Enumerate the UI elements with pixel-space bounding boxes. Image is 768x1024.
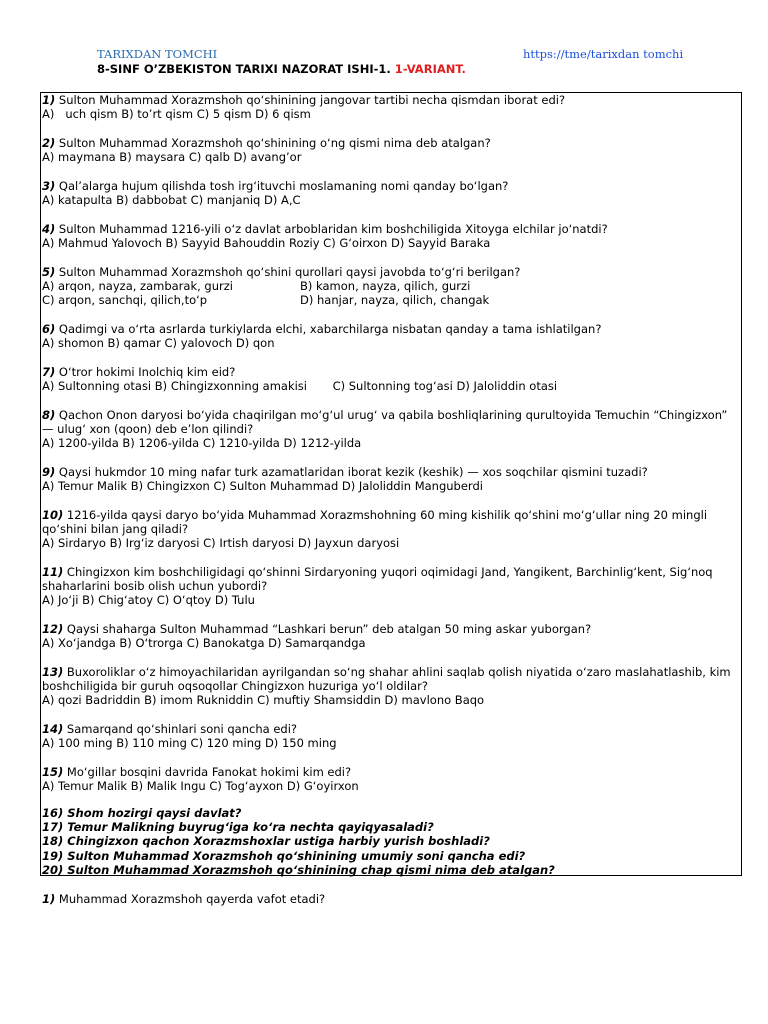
question-text: Qaysi shaharga Sulton Muhammad “Lashkari berun” deb atalgan 50 ming askar yuborgan? bbox=[63, 621, 592, 636]
question-text: Samarqand qo‘shinlari soni qancha edi? bbox=[63, 722, 297, 737]
question-item bbox=[42, 565, 741, 608]
question-item bbox=[42, 265, 741, 308]
question-line bbox=[42, 665, 741, 694]
question-item bbox=[42, 622, 741, 651]
question-text: Sulton Muhammad Xorazmshoh qo‘shinining jangovar tartibi necha qismdan iborat edi? bbox=[55, 93, 566, 107]
question-text: Sulton Muhammad Xorazmshoh qo‘shini qurollari qaysi javobda to‘g‘ri berilgan? bbox=[55, 264, 521, 279]
question-item bbox=[42, 136, 741, 165]
questions-box bbox=[40, 92, 742, 876]
question-list bbox=[42, 93, 741, 794]
question-number: 1) bbox=[42, 892, 56, 906]
answer-option: A) arqon, nayza, zambarak, gurzi bbox=[42, 278, 233, 293]
after-box-question bbox=[42, 892, 325, 906]
question-line bbox=[42, 722, 741, 736]
answer-options: A) Xo‘jandga B) O‘trorga C) Banokatga D) Samarqandga bbox=[42, 636, 366, 651]
answer-options: A) katapulta B) dabbobat C) manjaniq D) A,C bbox=[42, 193, 301, 208]
answer-options: A) shomon B) qamar C) yalovoch D) qon bbox=[42, 336, 275, 351]
question-text: Qadimgi va o‘rta asrlarda turkiylarda elchi, xabarchilarga nisbatan qanday a tama ishlatilgan? bbox=[55, 321, 602, 336]
question-text: O‘tror hokimi Inolchiq kim eid? bbox=[55, 364, 236, 379]
answer-options: A) 100 ming B) 110 ming C) 120 ming D) 150 ming bbox=[42, 736, 337, 751]
answer-options: A) uch qism B) to’rt qism C) 5 qism D) 6 qism bbox=[42, 107, 311, 122]
question-text: Muhammad Xorazmshoh qayerda vafot etadi? bbox=[55, 892, 326, 906]
question-number: 12) bbox=[42, 621, 64, 636]
question-text: Chingizxon kim boshchiligidagi qo‘shinni Sirdaryoning yuqori oqimidagi Jand, Yangikent, Barchinlig‘kent, Sig‘noq shaharlarini bosib olish uchun yubordi? bbox=[42, 564, 713, 594]
bold-question: 17) Temur Malikning buyrug‘iga ko‘ra nechta qayiqyasaladi? bbox=[42, 820, 434, 835]
bold-question: 16) Shom hozirgi qaysi davlat? bbox=[42, 805, 242, 820]
bold-question: 20) Sulton Muhammad Xorazmshoh qo‘shinining chap qismi nima deb atalgan? bbox=[42, 863, 555, 878]
answer-options: A) Mahmud Yalovoch B) Sayyid Bahouddin Roziy C) G‘oirxon D) Sayyid Baraka bbox=[42, 235, 491, 250]
question-number: 11) bbox=[42, 564, 64, 579]
answer-options: A) Sirdaryo B) Irg‘iz daryosi C) Irtish daryosi D) Jayxun daryosi bbox=[42, 536, 400, 551]
question-number: 10) bbox=[42, 507, 64, 522]
question-number: 4) bbox=[42, 221, 56, 236]
question-line bbox=[42, 265, 741, 279]
answer-options: A) maymana B) maysara C) qalb D) avang’or bbox=[42, 150, 302, 165]
question-text: Mo‘gillar bosqini davrida Fanokat hokimi kim edi? bbox=[63, 764, 352, 779]
question-item bbox=[42, 179, 741, 208]
question-line bbox=[42, 136, 741, 150]
question-line bbox=[42, 765, 741, 779]
answer-option: B) kamon, nayza, qilich, gurzi bbox=[300, 278, 471, 293]
question-text: Buxoroliklar o‘z himoyachilaridan ayrilgandan so‘ng shahar ahlini saqlab qolish niyatida o‘zaro maslahatlashib, kim boshchiligida bir guruh oqsoqollar Chingizxon huzuriga yo‘l oldilar? bbox=[42, 664, 731, 694]
question-number: 7) bbox=[42, 364, 56, 379]
channel-link[interactable]: https://tme/tarixdan tomchi bbox=[523, 47, 684, 61]
question-number: 9) bbox=[42, 464, 56, 479]
question-line bbox=[42, 222, 741, 236]
bold-question: 19) Sulton Muhammad Xorazmshoh qo‘shinining umumiy soni qancha edi? bbox=[42, 848, 526, 863]
question-line bbox=[42, 465, 741, 479]
question-item bbox=[42, 722, 741, 751]
question-line bbox=[42, 93, 741, 107]
question-item bbox=[42, 665, 741, 708]
question-number: 3) bbox=[42, 178, 56, 193]
channel-name: TARIXDAN TOMCHI bbox=[97, 47, 218, 61]
question-item bbox=[42, 365, 741, 394]
answer-option: C) arqon, sanchqi, qilich,to‘p bbox=[42, 293, 208, 308]
answer-options: A) Sultonning otasi B) Chingizxonning amakisi C) Sultonning tog‘asi D) Jaloliddin otasi bbox=[42, 378, 558, 393]
question-line bbox=[42, 365, 741, 379]
question-text: 1216-yilda qaysi daryo bo‘yida Muhammad Xorazmshohning 60 ming kishilik qo‘shini mo‘g‘ullar ning 20 mingli qo‘shini bilan jang qiladi? bbox=[42, 507, 708, 536]
answer-options: A) Temur Malik B) Malik Ingu C) Tog‘ayxon D) G‘oyirxon bbox=[42, 779, 359, 794]
question-text: Qachon Onon daryosi bo‘yida chaqirilgan mo‘g‘ul urug‘ va qabila boshliqlarining qurultoyida Temuchin “Chingizxon” — ulug‘ xon (qoon) deb e’lon qilindi? bbox=[42, 407, 728, 436]
question-item bbox=[42, 408, 741, 451]
question-number: 2) bbox=[42, 135, 56, 150]
title-variant: 1-VARIANT. bbox=[394, 62, 466, 76]
question-number: 14) bbox=[42, 722, 64, 737]
answer-grid bbox=[42, 279, 741, 308]
question-line bbox=[42, 622, 741, 636]
title-main: 8-SINF O’ZBEKISTON TARIXI NAZORAT ISHI-1. bbox=[97, 62, 395, 76]
question-text: Sulton Muhammad 1216-yili o‘z davlat arboblaridan kim boshchiligida Xitoyga elchilar jo‘natdi? bbox=[55, 221, 608, 236]
question-item bbox=[42, 222, 741, 251]
question-number: 8) bbox=[42, 407, 56, 422]
question-line bbox=[42, 179, 741, 193]
question-item bbox=[42, 508, 741, 551]
question-number: 15) bbox=[42, 764, 64, 779]
question-line bbox=[42, 508, 741, 537]
question-item bbox=[42, 93, 741, 122]
question-number: 1) bbox=[42, 93, 56, 107]
question-number: 5) bbox=[42, 264, 56, 279]
answer-options: A) Jo‘ji B) Chig‘atoy C) O‘qtoy D) Tulu bbox=[42, 593, 255, 608]
question-text: Qaysi hukmdor 10 ming nafar turk azamatlaridan iborat kezik (keshik) — xos soqchilar qismini tuzadi? bbox=[55, 464, 648, 479]
answer-options: A) Temur Malik B) Chingizxon C) Sulton Muhammad D) Jaloliddin Manguberdi bbox=[42, 479, 483, 494]
question-item bbox=[42, 765, 741, 794]
answer-options: A) 1200-yilda B) 1206-yilda C) 1210-yilda D) 1212-yilda bbox=[42, 436, 362, 451]
answer-options: A) qozi Badriddin B) imom Rukniddin C) muftiy Shamsiddin D) mavlono Baqo bbox=[42, 693, 485, 708]
page-title bbox=[97, 62, 466, 76]
bold-question: 18) Chingizxon qachon Xorazmshoxlar ustiga harbiy yurish boshladi? bbox=[42, 834, 490, 849]
question-text: Qal’alarga hujum qilishda tosh irg‘ituvchi moslamaning nomi qanday bo‘lgan? bbox=[55, 178, 509, 193]
question-text: Sulton Muhammad Xorazmshoh qo‘shinining o‘ng qismi nima deb atalgan? bbox=[55, 135, 491, 150]
question-line bbox=[42, 322, 741, 336]
question-item bbox=[42, 465, 741, 494]
question-line bbox=[42, 565, 741, 594]
question-line bbox=[42, 408, 741, 437]
answer-option: D) hanjar, nayza, qilich, changak bbox=[300, 293, 490, 308]
question-number: 6) bbox=[42, 321, 56, 336]
question-item bbox=[42, 322, 741, 351]
question-number: 13) bbox=[42, 664, 64, 679]
bold-question-list bbox=[42, 806, 741, 877]
